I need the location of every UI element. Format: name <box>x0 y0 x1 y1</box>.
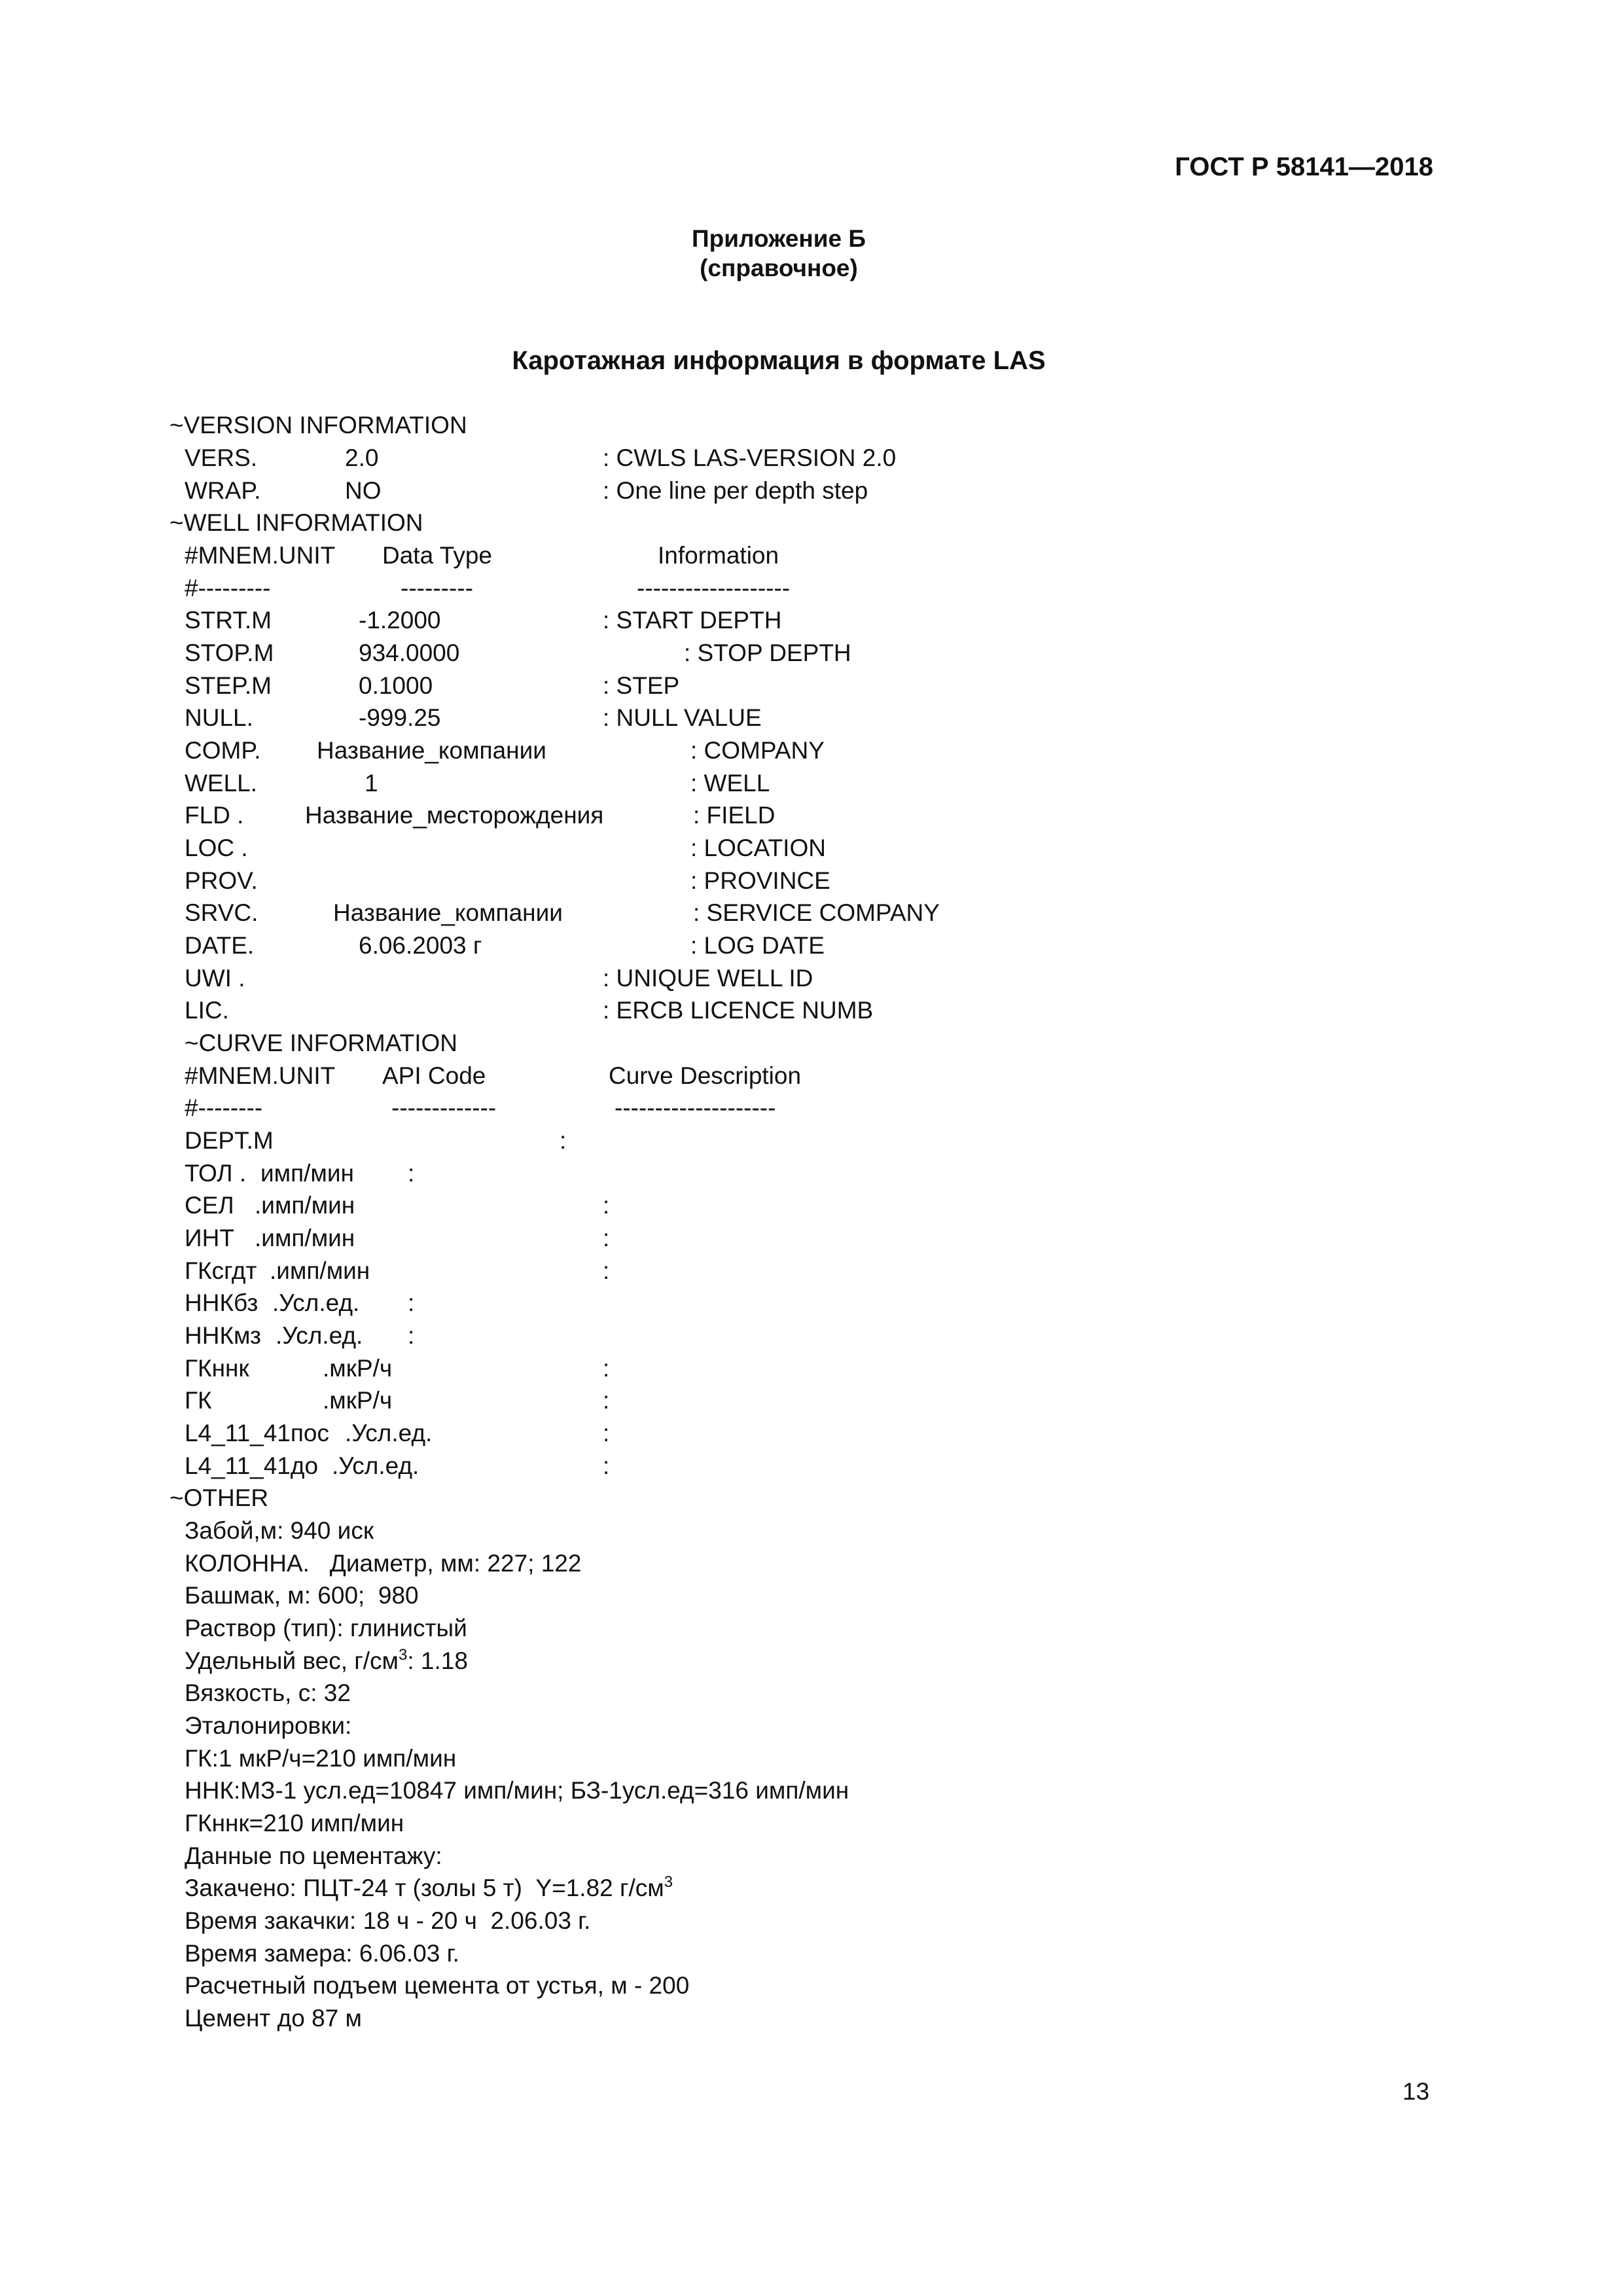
las-value: -1.2000 <box>359 607 441 634</box>
las-description: : NULL VALUE <box>603 704 762 731</box>
las-mnemonic: LOC . <box>185 834 248 861</box>
las-value: Название_месторождения <box>305 802 604 829</box>
las-mnemonic: STRT.M <box>185 607 272 634</box>
section-heading-curve: ~CURVE INFORMATION <box>185 1030 457 1056</box>
other-line: Время замера: 6.06.03 г. <box>185 1940 459 1967</box>
las-mnemonic: SRVC. <box>185 899 259 926</box>
column-header-desc: Curve Description <box>609 1062 802 1089</box>
curve-mnemonic: L4_11_41пос <box>185 1420 329 1446</box>
other-line: Время закачки: 18 ч - 20 ч 2.06.03 г. <box>185 1907 591 1934</box>
other-line: Вязкость, с: 32 <box>185 1679 351 1706</box>
curve-colon: : <box>408 1160 415 1187</box>
section-heading-version: ~VERSION INFORMATION <box>169 412 467 439</box>
standard-number: ГОСТ Р 58141—2018 <box>1175 152 1433 181</box>
las-description: : ERCB LICENCE NUMB <box>603 997 874 1024</box>
las-description: : COMPANY <box>690 737 825 764</box>
las-description: : START DEPTH <box>603 607 782 634</box>
las-description: : LOG DATE <box>690 932 825 959</box>
curve-mnemonic: ГК <box>185 1387 212 1414</box>
column-header-info: Information <box>658 542 779 569</box>
las-value: 934.0000 <box>359 639 460 666</box>
las-value: 0.1000 <box>359 672 433 699</box>
las-description: : FIELD <box>693 802 776 829</box>
curve-colon: : <box>603 1355 610 1382</box>
other-line: Раствор (тип): глинистый <box>185 1615 467 1641</box>
curve-colon: : <box>603 1452 610 1479</box>
other-line: Цемент до 87 м <box>185 2005 362 2032</box>
curve-mnemonic: ИНТ <box>185 1225 234 1251</box>
column-header-type: Data Type <box>382 542 492 569</box>
las-mnemonic: NULL. <box>185 704 253 731</box>
column-dashes: #-------- <box>185 1094 263 1121</box>
curve-colon: : <box>408 1322 415 1349</box>
las-mnemonic: STOP.M <box>185 639 274 666</box>
curve-unit: .мкР/ч <box>323 1387 393 1414</box>
curve-mnemonic: DEPT.M <box>185 1127 274 1154</box>
las-description: : STOP DEPTH <box>684 639 851 666</box>
las-value: 2.0 <box>345 444 379 471</box>
curve-mnemonic: ГКсгдт <box>185 1257 257 1284</box>
las-description: : One line per depth step <box>603 477 868 504</box>
curve-unit: .имп/мин <box>255 1192 355 1219</box>
las-description: : STEP <box>603 672 680 699</box>
curve-unit: .имп/мин <box>270 1257 370 1284</box>
other-line: Забой,м: 940 иск <box>185 1517 374 1544</box>
las-description: : PROVINCE <box>690 867 830 894</box>
column-header-mnem: #MNEM.UNIT <box>185 542 336 569</box>
curve-colon: : <box>603 1257 610 1284</box>
other-line: ГК:1 мкР/ч=210 имп/мин <box>185 1745 457 1772</box>
page-number: 13 <box>1402 2078 1430 2105</box>
las-value: 1 <box>365 770 378 797</box>
document-title: Каротажная информация в формате LAS <box>512 346 1046 375</box>
las-mnemonic: PROV. <box>185 867 258 894</box>
curve-mnemonic: ННКбз <box>185 1289 259 1316</box>
curve-colon: : <box>603 1387 610 1414</box>
column-dashes: -------------------- <box>615 1094 776 1121</box>
other-line: Башмак, м: 600; 980 <box>185 1582 419 1609</box>
curve-colon: : <box>603 1192 610 1219</box>
las-description: : SERVICE COMPANY <box>693 899 940 926</box>
section-heading-other: ~OTHER <box>169 1484 269 1511</box>
las-mnemonic: COMP. <box>185 737 261 764</box>
curve-unit: .Усл.ед. <box>276 1322 363 1349</box>
las-value: 6.06.2003 г <box>359 932 482 959</box>
las-mnemonic: WELL. <box>185 770 258 797</box>
column-header-api: API Code <box>382 1062 486 1089</box>
column-dashes: --------- <box>401 575 473 601</box>
curve-colon: : <box>560 1127 567 1154</box>
column-dashes: #--------- <box>185 575 271 601</box>
curve-colon: : <box>603 1420 610 1446</box>
curve-unit: имп/мин <box>260 1160 354 1187</box>
las-mnemonic: DATE. <box>185 932 255 959</box>
curve-mnemonic: СЕЛ <box>185 1192 234 1219</box>
curve-unit: .мкР/ч <box>323 1355 393 1382</box>
curve-unit: .Усл.ед. <box>332 1452 419 1479</box>
las-mnemonic: FLD . <box>185 802 244 829</box>
other-line: Эталонировки: <box>185 1712 352 1739</box>
las-mnemonic: LIC. <box>185 997 229 1024</box>
curve-mnemonic: L4_11_41до <box>185 1452 319 1479</box>
column-dashes: ------------------- <box>637 575 791 601</box>
other-line-pumped: Закачено: ПЦТ-24 т (золы 5 т) Y=1.82 $г/см^3$ <box>185 1873 673 1901</box>
las-mnemonic: UWI . <box>185 965 245 992</box>
las-description: : UNIQUE WELL ID <box>603 965 813 992</box>
curve-mnemonic: ТОЛ . <box>185 1160 247 1187</box>
other-line: Расчетный подъем цемента от устья, м - 200 <box>185 1972 690 1999</box>
curve-mnemonic: ГКннк <box>185 1355 249 1382</box>
curve-unit: .имп/мин <box>255 1225 355 1251</box>
curve-mnemonic: ННКмз <box>185 1322 261 1349</box>
las-description: : CWLS LAS-VERSION 2.0 <box>603 444 897 471</box>
las-description: : WELL <box>690 770 770 797</box>
las-value: -999.25 <box>359 704 441 731</box>
las-value: Название_компании <box>333 899 563 926</box>
las-value: NO <box>345 477 382 504</box>
other-line-density: Удельный вес, $г/см^3$: 1.18 <box>185 1646 468 1674</box>
curve-colon: : <box>408 1289 415 1316</box>
other-line: Данные по цементажу: <box>185 1842 442 1869</box>
column-dashes: ------------- <box>391 1094 497 1121</box>
other-line: КОЛОННА. Диаметр, мм: 227; 122 <box>185 1550 582 1577</box>
other-line: ГКннк=210 имп/мин <box>185 1810 404 1837</box>
curve-unit: .Усл.ед. <box>272 1289 360 1316</box>
curve-unit: .Усл.ед. <box>345 1420 433 1446</box>
appendix-label: Приложение Б <box>692 225 866 252</box>
other-line: ННК:МЗ-1 усл.ед=10847 имп/мин; БЗ-1усл.ед=316 имп/мин <box>185 1777 849 1804</box>
las-description: : LOCATION <box>690 834 826 861</box>
appendix-kind: (справочное) <box>700 255 858 281</box>
las-mnemonic: WRAP. <box>185 477 261 504</box>
las-mnemonic: VERS. <box>185 444 258 471</box>
las-mnemonic: STEP.M <box>185 672 272 699</box>
curve-colon: : <box>603 1225 610 1251</box>
las-value: Название_компании <box>317 737 546 764</box>
section-heading-well: ~WELL INFORMATION <box>169 509 423 536</box>
column-header-mnem: #MNEM.UNIT <box>185 1062 336 1089</box>
